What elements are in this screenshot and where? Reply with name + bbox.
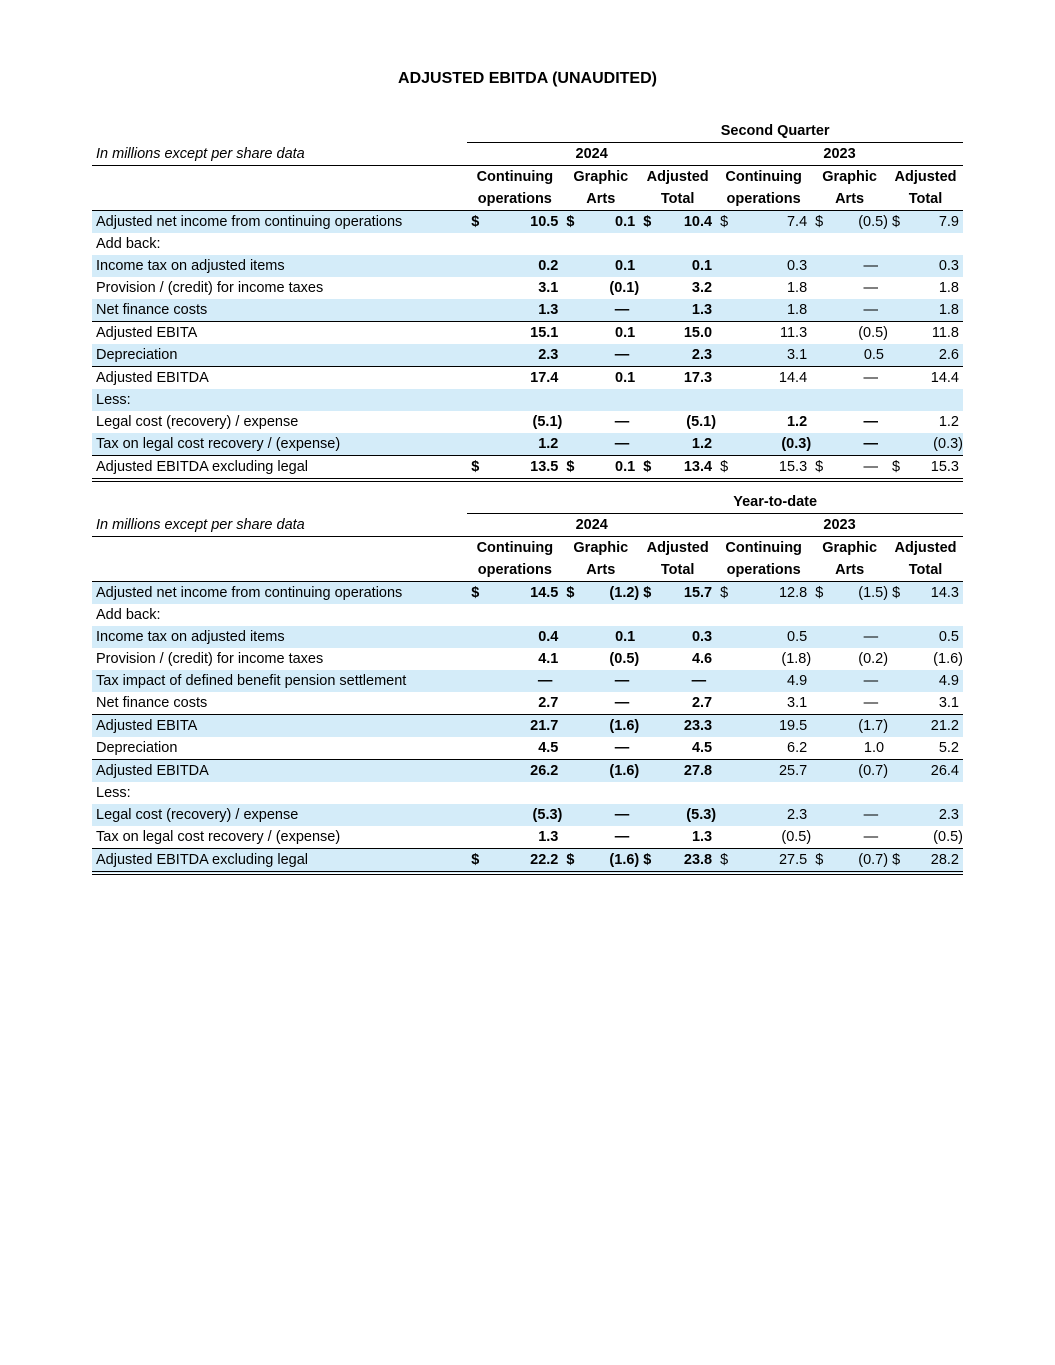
table-cell: 1.3 [653, 299, 716, 322]
table-cell: 1.3 [481, 299, 562, 322]
table-cell: 0.5 [825, 344, 888, 367]
row-label: Legal cost (recovery) / expense [92, 804, 467, 826]
currency-symbol: $ [716, 849, 730, 874]
table-cell: 2.3 [481, 344, 562, 367]
table-cell: (0.5) [825, 322, 888, 345]
table-cell: 0.4 [481, 626, 562, 648]
table-cell: 4.9 [902, 670, 963, 692]
currency-symbol: $ [811, 211, 825, 234]
table-cell [481, 389, 562, 411]
table-cell: 2.7 [691, 695, 713, 711]
table-cell: 4.5 [691, 740, 713, 756]
table-cell: 3.1 [787, 695, 808, 711]
currency-symbol: $ [467, 211, 481, 234]
year-header: 2023 [716, 514, 963, 537]
table-cell: 0.1 [577, 211, 640, 234]
table-row [92, 277, 963, 299]
table-row [92, 344, 963, 367]
table-cell: (0.3) [730, 433, 811, 456]
table-row [92, 433, 963, 456]
year-to-date-table [92, 491, 963, 875]
table-row [92, 737, 963, 760]
units-label: In millions except per share data [92, 143, 467, 166]
table-cell: 10.4 [653, 211, 716, 234]
currency-symbol: $ [562, 849, 576, 874]
table-cell: 27.5 [730, 849, 811, 874]
currency-symbol: $ [467, 849, 481, 874]
column-header: Adjusted Total [639, 537, 716, 582]
table-cell: — [863, 829, 879, 845]
table-cell: — [825, 255, 888, 277]
table-cell: — [863, 414, 879, 430]
row-label: Tax impact of defined benefit pension settlement [92, 670, 467, 692]
table-cell: 1.2 [786, 414, 808, 430]
table-cell: (1.5) [825, 582, 888, 605]
table-cell: 17.4 [481, 367, 562, 390]
table-cell: 17.3 [653, 367, 716, 390]
table-cell: (1.7) [825, 715, 888, 738]
currency-symbol: $ [467, 582, 481, 605]
table-cell: (5.3) [653, 804, 716, 826]
table-cell [653, 604, 716, 626]
currency-symbol: $ [467, 456, 481, 481]
table-cell: 0.1 [577, 367, 640, 390]
table-row [92, 604, 963, 626]
table-cell: 26.2 [481, 760, 562, 783]
table-cell [653, 782, 716, 804]
table-cell: — [863, 695, 879, 711]
table-cell: 15.0 [653, 322, 716, 345]
table-cell: 3.2 [691, 280, 713, 296]
table-row [92, 322, 963, 345]
units-label: In millions except per share data [92, 514, 467, 537]
table-cell: — [825, 670, 888, 692]
table-cell: 2.3 [902, 804, 963, 826]
table-cell: (1.6) [577, 760, 640, 783]
table-cell: 4.9 [730, 670, 811, 692]
table-cell [902, 782, 963, 804]
currency-symbol: $ [888, 849, 902, 874]
table-cell: 14.3 [902, 582, 963, 605]
column-header: Continuing operations [716, 537, 811, 582]
table-cell: 1.8 [902, 299, 963, 322]
table-cell: (1.6) [577, 715, 640, 738]
table-cell: 4.5 [538, 740, 559, 756]
table-cell [653, 233, 716, 255]
table-row [92, 670, 963, 692]
table-cell: 4.1 [538, 651, 559, 667]
currency-symbol: $ [639, 582, 653, 605]
table-cell: — [577, 299, 640, 322]
row-label: Adjusted net income from continuing operations [92, 211, 467, 234]
table-cell [577, 604, 640, 626]
table-cell: 11.3 [730, 322, 811, 345]
table-cell: 22.2 [481, 849, 562, 874]
table-cell: 0.5 [730, 626, 811, 648]
table-cell: — [481, 670, 562, 692]
table-row [92, 582, 963, 605]
table-cell: — [577, 433, 640, 456]
table-cell [825, 604, 888, 626]
table-cell: 15.3 [902, 456, 963, 481]
table-cell: 21.2 [902, 715, 963, 738]
table-cell: 3.1 [938, 695, 959, 711]
table-cell: (5.3) [481, 804, 562, 826]
currency-symbol: $ [888, 456, 902, 481]
table-cell: — [825, 456, 888, 481]
table-cell: 0.1 [577, 322, 640, 345]
table-cell: 2.3 [653, 344, 716, 367]
table-row [92, 782, 963, 804]
table-cell: 0.1 [653, 255, 716, 277]
table-cell: 2.3 [730, 804, 811, 826]
table-row [92, 692, 963, 715]
table-cell: 0.2 [481, 255, 562, 277]
table-cell [730, 782, 811, 804]
table-cell: 19.5 [730, 715, 811, 738]
row-label: Depreciation [92, 344, 467, 367]
table-cell: 25.7 [730, 760, 811, 783]
row-label: Add back: [96, 607, 161, 623]
row-label: Provision / (credit) for income taxes [96, 280, 324, 296]
currency-symbol: $ [716, 456, 730, 481]
row-label: Income tax on adjusted items [92, 255, 467, 277]
table-row [92, 255, 963, 277]
table-cell: 15.3 [730, 456, 811, 481]
table-cell: — [577, 670, 640, 692]
table-cell: (0.1) [609, 280, 640, 296]
table-cell: 1.2 [481, 433, 562, 456]
table-cell: 1.8 [730, 299, 811, 322]
table-cell: (5.1) [532, 414, 563, 430]
table-cell: (0.5) [933, 829, 963, 845]
table-cell [825, 782, 888, 804]
table-cell: 11.8 [902, 322, 963, 345]
table-cell: 6.2 [787, 740, 808, 756]
table-cell: (1.2) [577, 582, 640, 605]
table-cell: 0.5 [902, 626, 963, 648]
table-cell: 1.2 [938, 414, 959, 430]
currency-symbol: $ [639, 849, 653, 874]
table-cell: 2.6 [902, 344, 963, 367]
table-cell: — [614, 740, 630, 756]
table-cell: — [614, 695, 630, 711]
table-cell: (5.1) [686, 414, 717, 430]
table-row [92, 804, 963, 826]
currency-symbol: $ [639, 211, 653, 234]
table-cell: 13.4 [653, 456, 716, 481]
table-row [92, 826, 963, 849]
table-cell [825, 233, 888, 255]
table-cell [730, 604, 811, 626]
currency-symbol: $ [888, 211, 902, 234]
table-cell: 14.5 [481, 582, 562, 605]
table-cell: (0.5) [781, 829, 812, 845]
row-label: Income tax on adjusted items [92, 626, 467, 648]
row-label: Depreciation [96, 740, 178, 756]
row-label: Add back: [96, 236, 161, 252]
table-cell: 21.7 [481, 715, 562, 738]
table-cell: (1.6) [577, 849, 640, 874]
table-cell: — [825, 367, 888, 390]
table-cell: 27.8 [653, 760, 716, 783]
table-cell: 0.3 [730, 255, 811, 277]
row-label: Adjusted EBITDA [92, 760, 467, 783]
table-cell: 23.8 [653, 849, 716, 874]
row-label: Adjusted EBITDA excluding legal [92, 849, 467, 874]
table-row [92, 456, 963, 481]
table-cell: 0.1 [577, 255, 640, 277]
table-cell: — [825, 626, 888, 648]
table-cell: 0.3 [653, 626, 716, 648]
column-header: Adjusted Total [639, 166, 716, 211]
column-header: Adjusted Total [888, 537, 963, 582]
table-cell: (0.5) [825, 211, 888, 234]
table-cell: 1.3 [538, 829, 559, 845]
column-header: Graphic Arts [562, 166, 639, 211]
table-cell [653, 389, 716, 411]
table-cell: 7.9 [902, 211, 963, 234]
table-row [92, 367, 963, 390]
table-cell: (0.3) [902, 433, 963, 456]
table-cell: 0.1 [577, 626, 640, 648]
currency-symbol: $ [562, 456, 576, 481]
table-cell: — [653, 670, 716, 692]
table-cell [577, 389, 640, 411]
currency-symbol: $ [811, 849, 825, 874]
table-cell: 14.4 [902, 367, 963, 390]
period-label: Second Quarter [467, 120, 963, 143]
table-cell [481, 233, 562, 255]
table-cell: 4.6 [691, 651, 713, 667]
table-cell: 0.3 [902, 255, 963, 277]
currency-symbol: $ [811, 582, 825, 605]
table-cell [577, 782, 640, 804]
currency-symbol: $ [716, 211, 730, 234]
table-row [92, 849, 963, 874]
row-label: Adjusted EBITDA [92, 367, 467, 390]
currency-symbol: $ [811, 456, 825, 481]
table-cell [825, 389, 888, 411]
currency-symbol: $ [562, 582, 576, 605]
table-cell: 12.8 [730, 582, 811, 605]
table-cell: 26.4 [902, 760, 963, 783]
table-cell: 7.4 [730, 211, 811, 234]
table-cell: 1.0 [863, 740, 885, 756]
table-cell [730, 389, 811, 411]
column-header: Graphic Arts [562, 537, 639, 582]
table-cell: (0.7) [825, 760, 888, 783]
row-label: Adjusted net income from continuing operations [92, 582, 467, 605]
row-label: Adjusted EBITA [92, 322, 467, 345]
second-quarter-table [92, 120, 963, 482]
table-cell: 15.1 [481, 322, 562, 345]
table-row [92, 233, 963, 255]
table-cell: — [614, 829, 630, 845]
table-cell: 15.7 [653, 582, 716, 605]
table-cell: — [825, 804, 888, 826]
table-cell [481, 604, 562, 626]
table-cell [577, 233, 640, 255]
table-cell: 0.1 [577, 456, 640, 481]
table-cell [481, 782, 562, 804]
table-cell: 1.8 [938, 280, 959, 296]
row-label: Net finance costs [92, 299, 467, 322]
column-header: Adjusted Total [888, 166, 963, 211]
table-row [92, 715, 963, 738]
table-cell [902, 233, 963, 255]
column-header: Graphic Arts [811, 537, 888, 582]
table-cell: 14.4 [730, 367, 811, 390]
currency-symbol: $ [888, 582, 902, 605]
table-cell: — [614, 414, 630, 430]
table-cell: 13.5 [481, 456, 562, 481]
table-cell: — [577, 344, 640, 367]
table-cell [730, 233, 811, 255]
table-cell: (0.7) [825, 849, 888, 874]
row-label: Adjusted EBITA [92, 715, 467, 738]
row-label: Provision / (credit) for income taxes [96, 651, 324, 667]
table-row [92, 211, 963, 234]
table-cell: 10.5 [481, 211, 562, 234]
row-label: Adjusted EBITDA excluding legal [92, 456, 467, 481]
year-header: 2024 [467, 143, 716, 166]
table-cell: (0.2) [858, 651, 889, 667]
table-cell [902, 604, 963, 626]
row-label: Tax on legal cost recovery / (expense) [92, 433, 467, 456]
column-header: Continuing operations [467, 166, 562, 211]
row-label: Net finance costs [96, 695, 208, 711]
table-cell: — [825, 433, 888, 456]
table-cell: 1.8 [786, 280, 808, 296]
row-label: Less: [96, 785, 131, 801]
table-cell: — [825, 299, 888, 322]
column-header: Continuing operations [467, 537, 562, 582]
year-header: 2023 [716, 143, 963, 166]
table-row [92, 389, 963, 411]
table-cell: — [577, 804, 640, 826]
table-cell: 2.7 [538, 695, 559, 711]
table-cell: (1.8) [781, 651, 812, 667]
row-label: Legal cost (recovery) / expense [96, 414, 299, 430]
table-cell: (0.5) [609, 651, 640, 667]
currency-symbol: $ [639, 456, 653, 481]
table-cell: 23.3 [653, 715, 716, 738]
currency-symbol: $ [716, 582, 730, 605]
table-cell: 3.1 [538, 280, 559, 296]
table-cell: 1.3 [691, 829, 713, 845]
table-row [92, 626, 963, 648]
year-header: 2024 [467, 514, 716, 537]
column-header: Continuing operations [716, 166, 811, 211]
table-cell: 28.2 [902, 849, 963, 874]
table-row [92, 760, 963, 783]
table-cell: (1.6) [933, 651, 963, 667]
table-cell: — [863, 280, 879, 296]
table-row [92, 648, 963, 670]
column-header: Graphic Arts [811, 166, 888, 211]
period-label: Year-to-date [467, 491, 963, 514]
page-title: ADJUSTED EBITDA (UNAUDITED) [398, 70, 657, 87]
table-cell [902, 389, 963, 411]
table-cell: 5.2 [938, 740, 959, 756]
table-row [92, 411, 963, 433]
currency-symbol: $ [562, 211, 576, 234]
table-cell: 3.1 [730, 344, 811, 367]
table-cell: 1.2 [653, 433, 716, 456]
row-label: Less: [92, 389, 467, 411]
table-row [92, 299, 963, 322]
row-label: Tax on legal cost recovery / (expense) [96, 829, 341, 845]
